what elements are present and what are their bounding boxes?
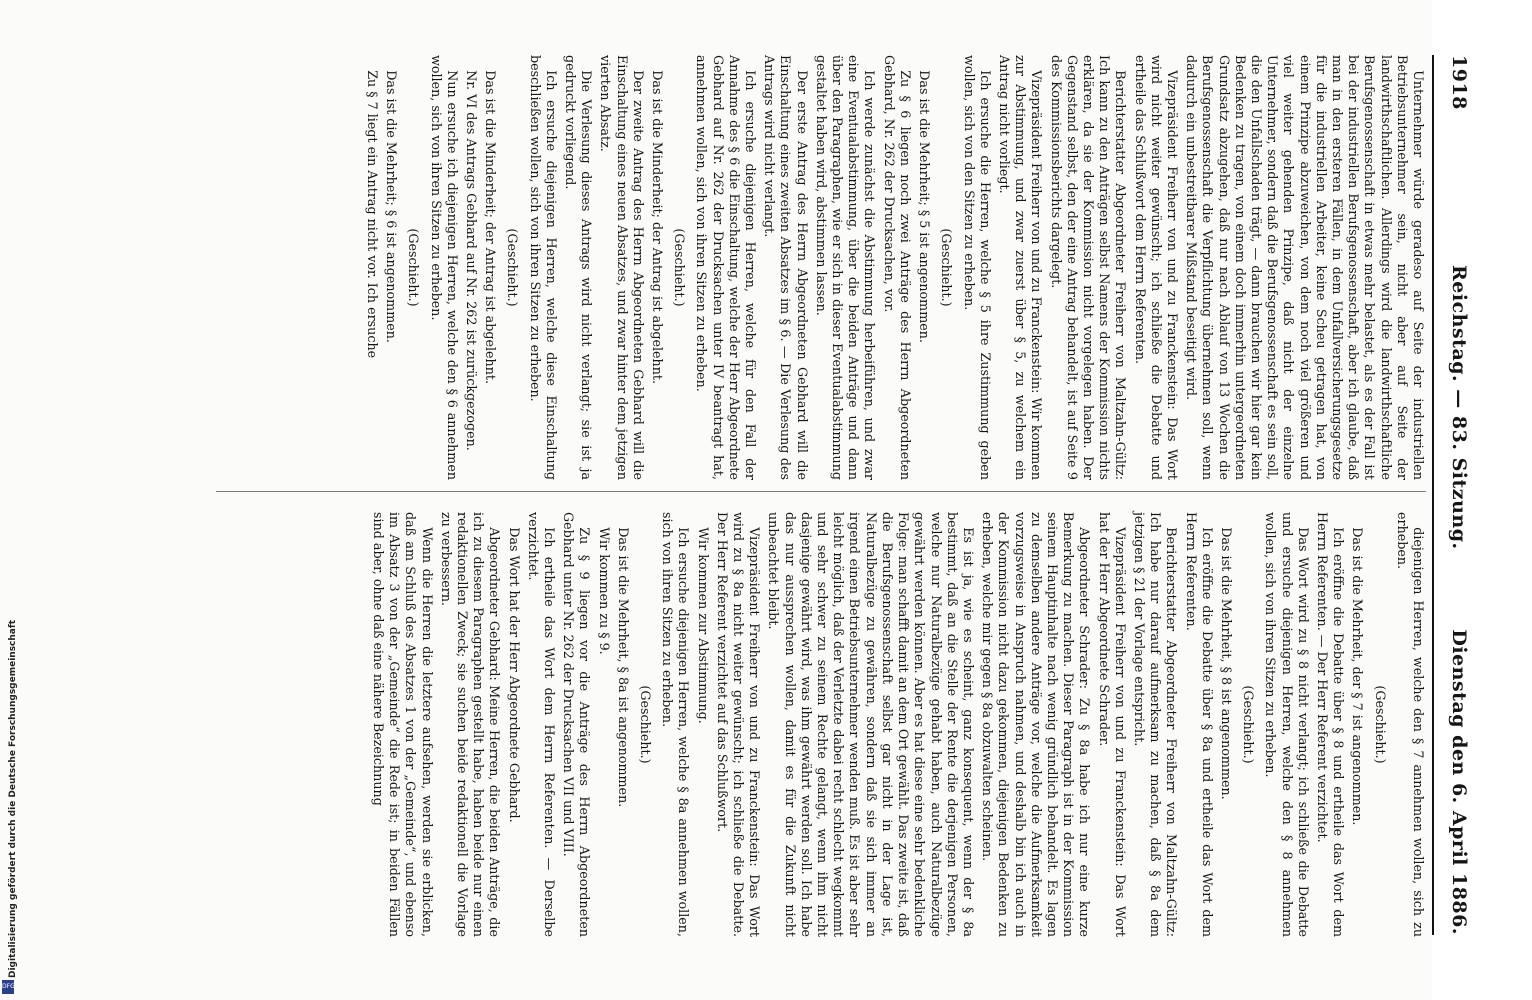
column-divider: [216, 491, 1426, 492]
paragraph: Das ist die Mehrheit, § 8 ist angenommen.: [1218, 527, 1234, 800]
stage-direction: (Geschieht.): [672, 228, 688, 307]
paragraph: Nun ersuche ich diejenigen Herren, welche den § 6 annehmen wollen, sich von ihren Sitzen zu erheben.: [428, 55, 460, 480]
paragraph: Vizepräsident Freiherr von und zu Franckenstein: Das Wort hat der Herr Abgeordnete Schrader.: [1096, 512, 1128, 937]
left-text-column: [171, 55, 1426, 480]
stage-direction: (Geschieht.): [505, 228, 521, 307]
stage-direction: (Geschieht.): [1372, 685, 1388, 764]
credit-text: Digitalisierung gefördert durch die Deutsche Forschungsgemeinschaft: [8, 619, 18, 978]
paragraph: Zu § 6 liegen noch zwei Anträge des Herrn Abgeordneten Gebhard, Nr. 262 der Drucksachen, vor.: [881, 55, 913, 480]
paragraph: Ich ersuche diejenigen Herren, welche diese Einschaltung beschließen wollen, sich von ihren Sitzen zu erheben.: [527, 55, 559, 480]
paragraph: Wir kommen zur Abstimmung.: [695, 527, 711, 724]
paragraph: Zu § 9 liegen vor die Anträge des Herrn Abgeordneten Gebhard unter Nr. 262 der Drucksachen VII und VIII.: [561, 512, 593, 937]
paragraph: Wir kommen zu § 9.: [596, 527, 612, 655]
paragraph: Ich eröffne die Debatte über § 8 und ertheile das Wort dem Herrn Referenten. — Der Herr Referent verzichtet.: [1314, 512, 1347, 937]
paragraph: Es ist ja, wie es scheint, ganz konsequent, wenn der § 8a bestimmt, daß an die Stelle der Rente die derjenigen Personen, welche nur Naturalbezüge gehabt haben, auch Naturalbezüge gewährt werden können. Aber es hat diese eine sehr bedenkliche Folge: man schafft damit an dem Ort gewählt. Das zweite ist, daß die Berufsgenossenschaft selbst gar nicht in der Lage ist, Naturalbezüge zu gewähren, sondern daß sie sich immer an irgend einen Betriebsunternehmer wenden muß. Es ist aber sehr leicht möglich, daß der Verletzte dabei recht schlecht wegkommt und sehr schwer zu seinem Rechte gelangt, wenn ihm nicht dasjenige gewährt wird, was ihm gewährt werden soll. Ich habe das nur aussprechen wollen, damit es für die Zukunft nicht unbeachtet bleibt.: [766, 512, 976, 937]
stage-direction: (Geschieht.): [638, 685, 654, 764]
paragraph: Ich ersuche diejenigen Herren, welche für den Fall der Annahme des § 6 die Einschaltung, welche der Herr Abgeordnete Gebhard auf Nr. 262 der Drucksachen unter IV beantragt hat, annehmen wollen, sich von ihren Sitzen zu erheben.: [694, 55, 759, 480]
paragraph: Das ist die Mehrheit; § 5 ist angenommen.: [917, 70, 933, 343]
paragraph: Vizepräsident Freiherr von und zu Franckenstein: Wir kommen zur Abstimmung, und zwar zuerst über § 5, zu welchem ein Antrag nicht vorliegt.: [996, 55, 1045, 480]
page-number: 1918: [1448, 55, 1470, 110]
paragraph: Das ist die Minderheit; der Antrag ist abgelehnt.: [650, 70, 666, 384]
paragraph: Das ist die Mehrheit; § 6 ist angenommen.: [384, 70, 400, 343]
paragraph: Die Verlesung dieses Antrags wird nicht verlangt; sie ist ja gedruckt vorliegend.: [563, 55, 595, 480]
paragraph: Das ist die Minderheit; der Antrag ist abgelehnt.: [483, 70, 499, 384]
rotated-page-content: [100, 0, 1532, 1000]
session-date: Dienstag den 6. April 1886.: [1448, 629, 1470, 935]
paragraph: Vizepräsident Freiherr von und zu Franckenstein: Das Wort wird nicht weiter gewünscht; ich schließe die Debatte und ertheile das Schlußwort dem Herrn Referenten.: [1132, 55, 1180, 480]
paragraph: Berichterstatter Abgeordneter Freiherr von Maltzahn-Gültz: Ich habe nur darauf aufmerksam zu machen, daß § 8a dem jetzigen § 21 der Vorlage entspricht.: [1131, 512, 1180, 937]
paragraph: Ich ersuche die Herren, welche § 5 ihre Zustimmung geben wollen, sich von den Sitzen zu erheben.: [961, 55, 993, 480]
paragraph: Das ist die Mehrheit, der § 7 ist angenommen.: [1350, 527, 1366, 826]
running-title: Reichstag. — 83. Sitzung.: [1448, 265, 1470, 550]
stage-direction: (Geschieht.): [939, 228, 955, 307]
paragraph: Berichterstatter Abgeordneter Freiherr von Maltzahn-Gültz: Ich kann zu den Anträgen selbst Namens der Kommission nichts erklären, da sie der Kommission nicht vorgelegen haben. Der Gegenstand selbst, den der eine Antrag behandelt, ist auf Seite 9 des Kommissionsberichts dargelegt.: [1048, 55, 1129, 480]
stage-direction: (Geschieht.): [406, 228, 422, 307]
paragraph: Der zweite Antrag des Herrn Abgeordneten Gebhard will die Einschaltung eines neuen Absatzes, und zwar hinter dem jetzigen vierten Absatz.: [598, 55, 646, 480]
paragraph: Vizepräsident Freiherr von und zu Franckenstein: Das Wort wird zu § 8a nicht weiter gewünscht; ich schließe die Debatte. Der Herr Referent verzichtet auf das Schlußwort.: [714, 512, 763, 937]
paragraph: Unternehmer würde geradeso auf Seite der industriellen Betriebsunternehmer sein, nicht aber auf Seite der landwirthschaftlichen. Allerdings wird die landwirthschaftliche Berufsgenossenschaft in etwas mehr belastet, als es der Fall ist bei der industriellen Berufsgenossenschaft, aber ich glaube, daß man in den ersteren Fällen, in dem Unfallversicherungsgesetze für die industriellen Arbeiter, keine Scheu getragen hat, von einem Prinzipe abzuweichen, von dem noch viel größeren und viel weiter gehenden Prinzipe, daß nicht der einzelne Unternehmer, sondern daß die Berufsgenossenschaft es sein soll, die den Unfallschaden trägt, — dann brauchen wir hier gar kein Bedenken zu tragen, von einem doch immerhin untergeordneten Grundsatz abzugehen, daß nur nach Ablauf von 13 Wochen die Berufsgenossenschaft die Verpflichtung übernehmen soll, wenn dadurch ein unbestreitbarer Mißstand beseitigt wird.: [1184, 55, 1426, 480]
right-text-column: [171, 512, 1426, 937]
header-rule: [1432, 55, 1434, 935]
page-header: [1440, 55, 1470, 935]
paragraph: diejenigen Herren, welche den § 7 annehmen wollen, sich zu erheben.: [1394, 512, 1426, 937]
paragraph: Das Wort hat der Herr Abgeordnete Gebhard.: [506, 527, 522, 823]
stage-direction: (Geschieht.): [1241, 685, 1257, 764]
dfg-logo: DFG: [2, 980, 14, 994]
paragraph: Abgeordneter Schrader: Zu § 8a habe ich nur eine kurze Bemerkung zu machen. Dieser Paragraph ist in der Kommission seinem Hauptinhalte nach wenig gründlich behandelt. Es lagen zu demselben andere Anträge vor, welche die Aufmerksamkeit vorzugsweise in Anspruch nahmen, und deshalb bin ich auch in der Kommission nicht dazu gekommen, diejenigen Bedenken zu erheben, welche mir gegen § 8a obzuwalten scheinen.: [980, 512, 1093, 937]
paragraph: Nr. VI des Antrags Gebhard auf Nr. 262 ist zurückgezogen.: [464, 70, 480, 451]
paragraph: Ich ertheile das Wort dem Herrn Referenten. — Derselbe verzichtet.: [525, 512, 558, 937]
paragraph: Das ist die Mehrheit, § 8a ist angenommen.: [615, 527, 631, 808]
paragraph: Wenn die Herren die letztere aufsehen, werden sie erblicken, daß am Schluß des Absatzes 1 von der „Gemeinde“, und ebenso im Absatz 3 von der „Gemeinde“ die Rede ist; in beiden Fällen sind aber, ohne daß eine nähere Bezeichnung: [371, 512, 435, 937]
paragraph: Der erste Antrag des Herrn Abgeordneten Gebhard will die Einschaltung eines zweiten Absatzes im § 6. — Die Verlesung des Antrags wird nicht verlangt.: [762, 55, 810, 480]
paragraph: Ich ersuche diejenigen Herren, welche § 8a annehmen wollen, sich von ihren Sitzen zu erheben.: [660, 512, 692, 937]
paragraph: Das Wort wird zu § 8 nicht verlangt; ich schließe die Debatte und ersuche diejenigen Herren, welche den § 8 annehmen wollen, sich von ihren Sitzen zu erheben.: [1263, 512, 1311, 937]
paragraph: Abgeordneter Gebhard: Meine Herren, die beiden Anträge, die ich zu diesem Paragraphen gestellt habe, haben beide nur einen redaktionellen Zweck; sie suchen beide redaktionell die Vorlage zu verbessern.: [438, 512, 503, 937]
paragraph: Ich eröffne die Debatte über § 8a und ertheile das Wort dem Herrn Referenten.: [1183, 512, 1215, 937]
paragraph: Zu § 7 liegt ein Antrag nicht vor. Ich ersuche: [365, 70, 381, 359]
paragraph: Ich werde zunächst die Abstimmung herbeiführen, und zwar eine Eventualabstimmung, über die beiden Anträge und dann über den Paragraphen, wie er sich in dieser Eventualabstimmung gestaltet haben wird, abstimmen lassen.: [813, 55, 878, 480]
